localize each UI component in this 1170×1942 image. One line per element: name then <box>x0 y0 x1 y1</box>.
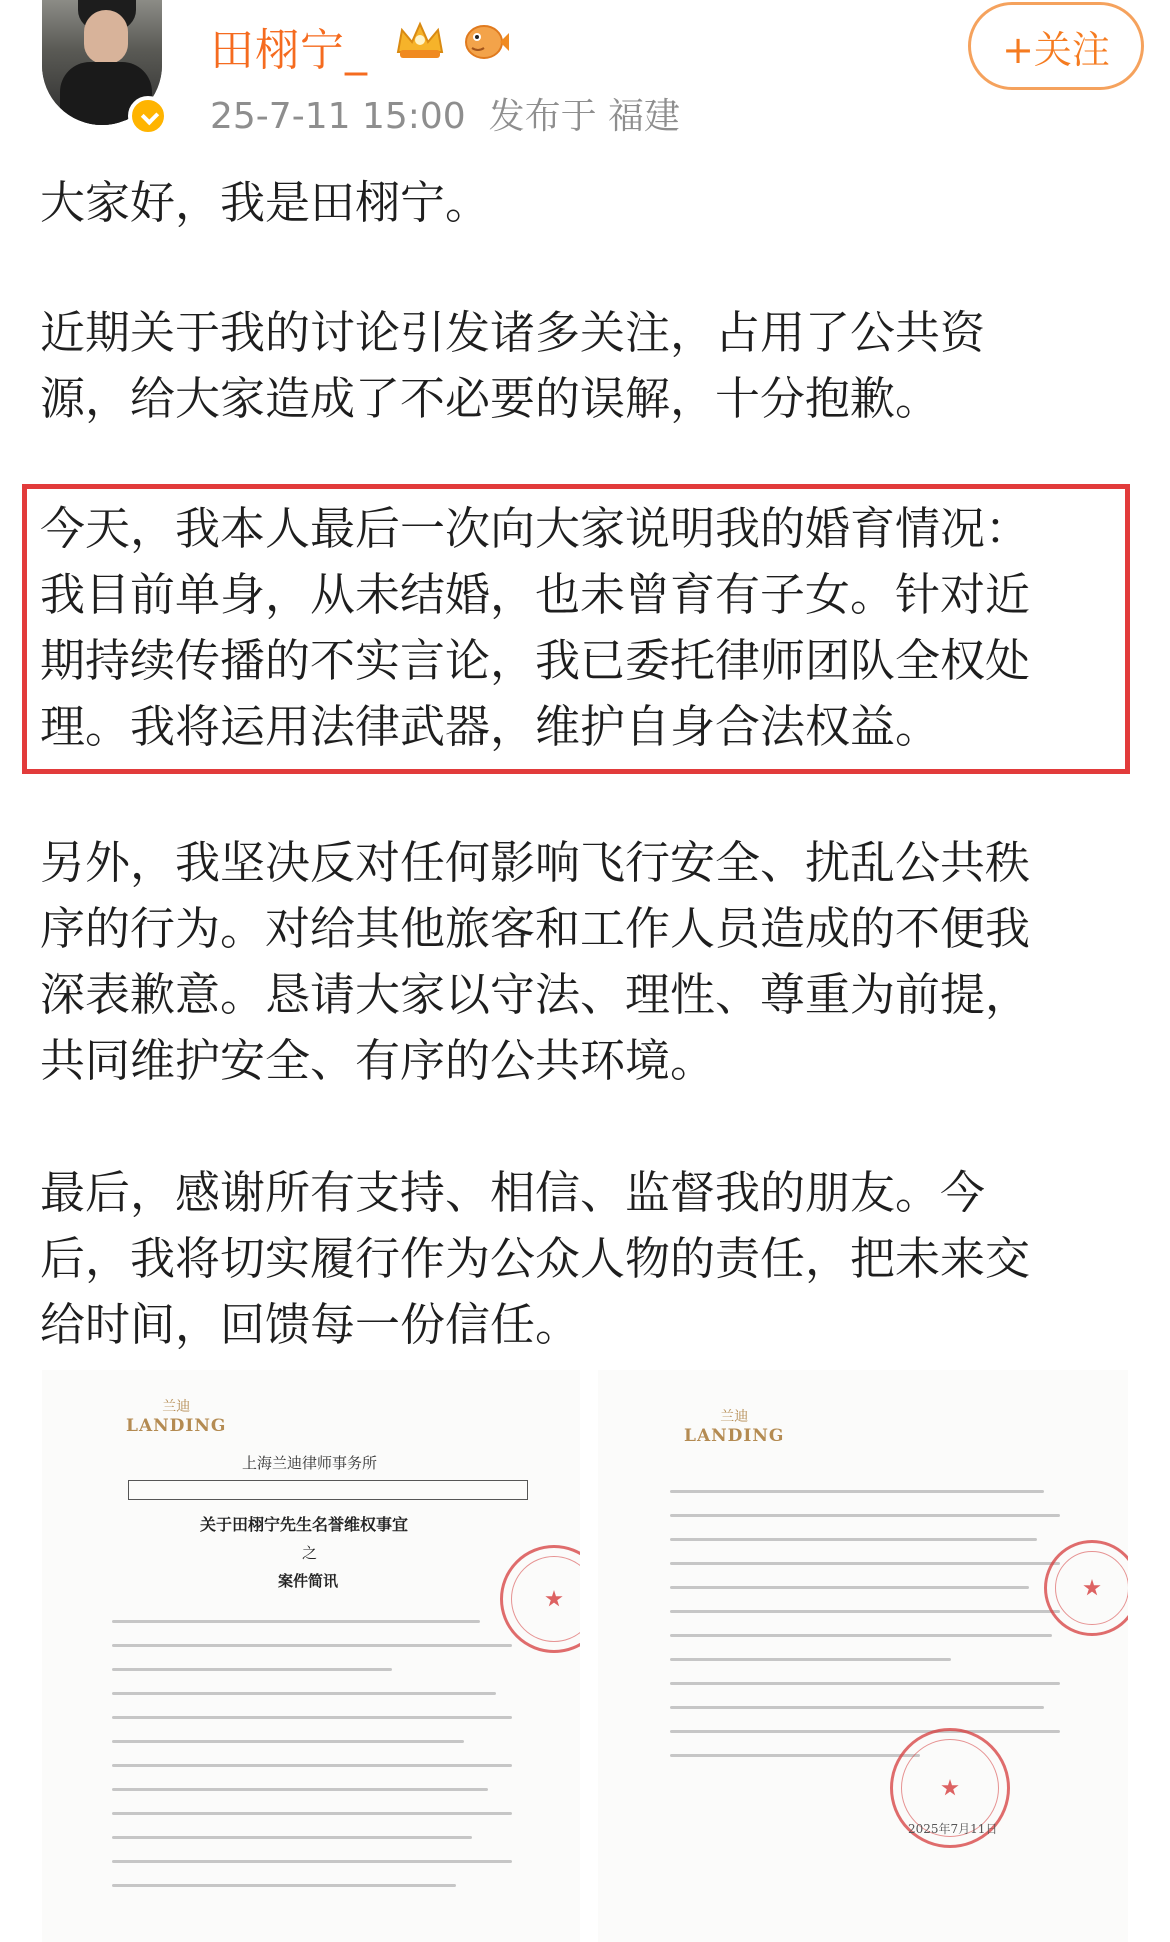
post-text-line: 期持续传播的不实言论，我已委托律师团队全权处 <box>40 634 1031 687</box>
logo-en: LANDING <box>126 1416 227 1436</box>
document-image-1[interactable] <box>42 1370 580 1942</box>
logo-cn: 兰迪 <box>720 1409 749 1425</box>
post-text-line: 源，给大家造成了不必要的误解，十分抱歉。 <box>40 372 941 425</box>
verified-icon <box>128 96 168 136</box>
document-body-lines <box>112 1620 512 1908</box>
document-firm-name: 上海兰迪律师事务所 <box>242 1454 378 1472</box>
post-text-line: 另外，我坚决反对任何影响飞行安全、扰乱公共秩 <box>40 836 1031 889</box>
logo-cn: 兰迪 <box>162 1399 191 1415</box>
logo-en: LANDING <box>684 1426 785 1446</box>
document-title-connector: 之 <box>302 1544 318 1562</box>
post-text-line: 共同维护安全、有序的公共环境。 <box>40 1034 716 1087</box>
follow-button-label: +关注 <box>1002 27 1110 72</box>
law-firm-logo <box>126 1396 226 1436</box>
post-text-line: 序的行为。对给其他旅客和工作人员造成的不便我 <box>40 902 1031 955</box>
document-subtitle: 案件简讯 <box>278 1572 339 1590</box>
post-text-line: 近期关于我的讨论引发诸多关注，占用了公共资 <box>40 306 986 359</box>
document-date: 2025年7月11日 <box>908 1822 998 1836</box>
post-text-line: 我目前单身，从未结婚，也未曾育有子女。针对近 <box>40 568 1031 621</box>
post-text-line: 大家好，我是田栩宁。 <box>40 176 491 229</box>
document-body-lines <box>670 1490 1060 1778</box>
post-text-line: 理。我将运用法律武器，维护自身合法权益。 <box>40 700 941 753</box>
document-title: 关于田栩宁先生名誉维权事宜 <box>200 1515 409 1534</box>
username[interactable]: 田栩宁_ <box>210 25 368 76</box>
post-paragraph-greeting <box>40 170 490 236</box>
puffer-fish-icon <box>462 18 510 62</box>
post-text-line: 最后，感谢所有支持、相信、监督我的朋友。今 <box>40 1166 986 1219</box>
follow-button[interactable] <box>968 2 1144 90</box>
law-firm-logo <box>684 1406 784 1446</box>
document-image-2[interactable] <box>598 1370 1128 1942</box>
post-text-line: 给时间，回馈每一份信任。 <box>40 1298 581 1351</box>
post-timestamp: 25-7-11 15:00 <box>210 96 466 137</box>
document-note-box <box>128 1480 528 1500</box>
post-paragraph-apology <box>40 300 1140 432</box>
post-paragraph-statement <box>40 496 1130 760</box>
crown-badge-icon <box>392 18 448 62</box>
law-firm-seal <box>500 1545 580 1653</box>
post-paragraph-flight-safety <box>40 830 1140 1094</box>
post-paragraph-thanks <box>40 1160 1140 1358</box>
post-location: 发布于 福建 <box>488 96 681 137</box>
post-header <box>0 0 1170 150</box>
post-text-line: 深表歉意。恳请大家以守法、理性、尊重为前提， <box>40 968 1031 1021</box>
post-meta <box>210 88 680 139</box>
post-text-line: 后，我将切实履行作为公众人物的责任，把未来交 <box>40 1232 1031 1285</box>
post-text-line: 今天，我本人最后一次向大家说明我的婚育情况： <box>40 502 1031 555</box>
